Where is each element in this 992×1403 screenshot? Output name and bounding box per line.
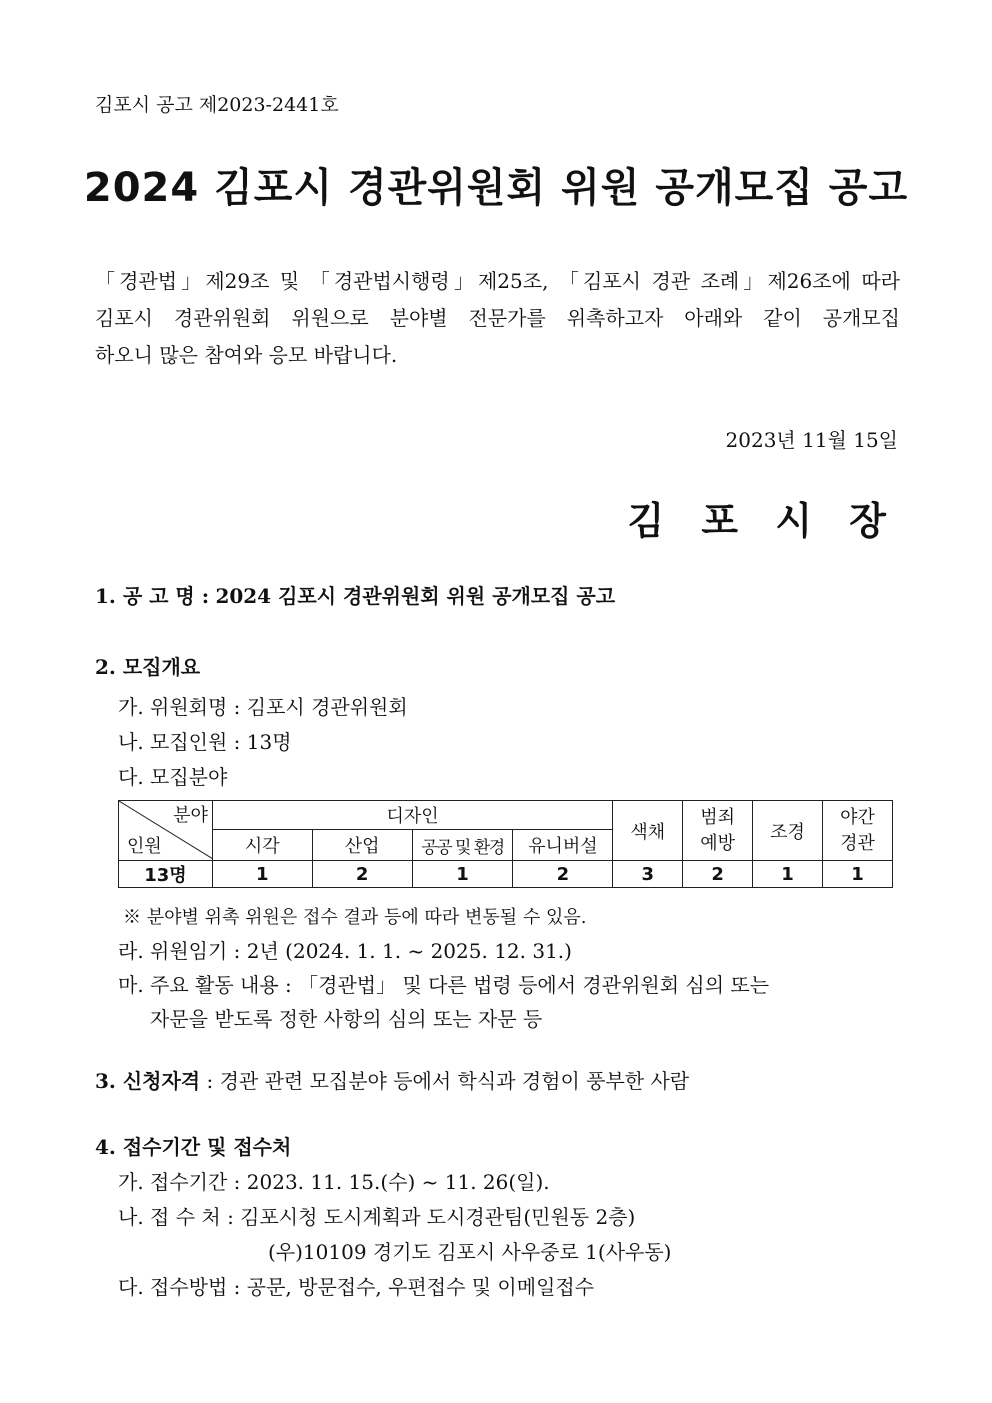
issuer-signature: 김 포 시 장 (627, 499, 898, 543)
header-landscape: 조경 (753, 801, 823, 861)
intro-line: 「경관법」제29조 및 「경관법시행령」제25조, 「김포시 경관 조례」제26조에 따라 (95, 269, 900, 293)
header-public-environment: 공공 및 환경 (412, 830, 513, 861)
table-corner-cell (119, 801, 213, 861)
section-1-label: 1. 공 고 명 : (95, 584, 210, 608)
notice-number: 김포시 공고 제2023-2441호 (95, 94, 339, 116)
intro-line: 하오니 많은 참여와 응모 바랍니다. (95, 343, 398, 367)
corner-field-label: 분야 (173, 805, 208, 826)
header-color: 색채 (613, 801, 683, 861)
receipt-period: 가. 접수기간 : 2023. 11. 15.(수) ~ 11. 26(일). (118, 1170, 550, 1194)
page-title: 2024 김포시 경관위원회 위원 공개모집 공고 (83, 165, 909, 211)
activity-line-2: 자문을 받도록 정한 사항의 심의 또는 자문 등 (150, 1007, 543, 1031)
count-cell: 2 (513, 861, 613, 888)
count-cell: 3 (613, 861, 683, 888)
intro-line: 김포시 경관위원회 위원으로 분야별 전문가를 위촉하고자 아래와 같이 공개모집 (95, 306, 900, 330)
receipt-method: 다. 접수방법 : 공문, 방문접수, 우편접수 및 이메일접수 (118, 1275, 595, 1299)
header-universal: 유니버설 (513, 830, 613, 861)
receipt-place: 나. 접 수 처 : 김포시청 도시계획과 도시경관팀(민원동 2층) (118, 1205, 636, 1229)
recruit-fields-table (118, 800, 893, 888)
count-cell: 1 (823, 861, 893, 888)
intro-paragraph (95, 263, 900, 374)
section-3-label: 3. 신청자격 (95, 1069, 201, 1093)
row-label: 13명 (119, 861, 213, 888)
corner-count-label: 인원 (127, 836, 162, 857)
committee-name: 가. 위원회명 : 김포시 경관위원회 (118, 695, 408, 719)
design-group-header: 디자인 (212, 801, 612, 830)
receipt-address: (우)10109 경기도 김포시 사우중로 1(사우동) (268, 1240, 672, 1264)
count-cell: 2 (312, 861, 412, 888)
section-3-value: : 경관 관련 모집분야 등에서 학식과 경험이 풍부한 사람 (200, 1069, 690, 1093)
recruit-fields-label: 다. 모집분야 (118, 765, 228, 789)
header-industrial: 산업 (312, 830, 412, 861)
term: 라. 위원임기 : 2년 (2024. 1. 1. ~ 2025. 12. 31.) (118, 939, 572, 963)
table-note: ※ 분야별 위촉 위원은 접수 결과 등에 따라 변동될 수 있음. (123, 907, 587, 928)
count-cell: 1 (412, 861, 513, 888)
header-night-view: 야간 경관 (823, 801, 893, 861)
header-visual: 시각 (212, 830, 312, 861)
section-1-value: 2024 김포시 경관위원회 위원 공개모집 공고 (215, 584, 616, 608)
recruit-count: 나. 모집인원 : 13명 (118, 730, 292, 754)
count-cell: 1 (753, 861, 823, 888)
notice-date: 2023년 11월 15일 (725, 428, 898, 452)
section-1 (95, 580, 615, 609)
header-crime-prevention: 범죄 예방 (683, 801, 753, 861)
count-cell: 1 (212, 861, 312, 888)
activity-line-1: 마. 주요 활동 내용 : 「경관법」 및 다른 법령 등에서 경관위원회 심의 또는 (118, 973, 770, 997)
section-3 (95, 1065, 689, 1094)
section-2-heading: 2. 모집개요 (95, 655, 201, 679)
section-4-heading: 4. 접수기간 및 접수처 (95, 1135, 292, 1159)
count-cell: 2 (683, 861, 753, 888)
